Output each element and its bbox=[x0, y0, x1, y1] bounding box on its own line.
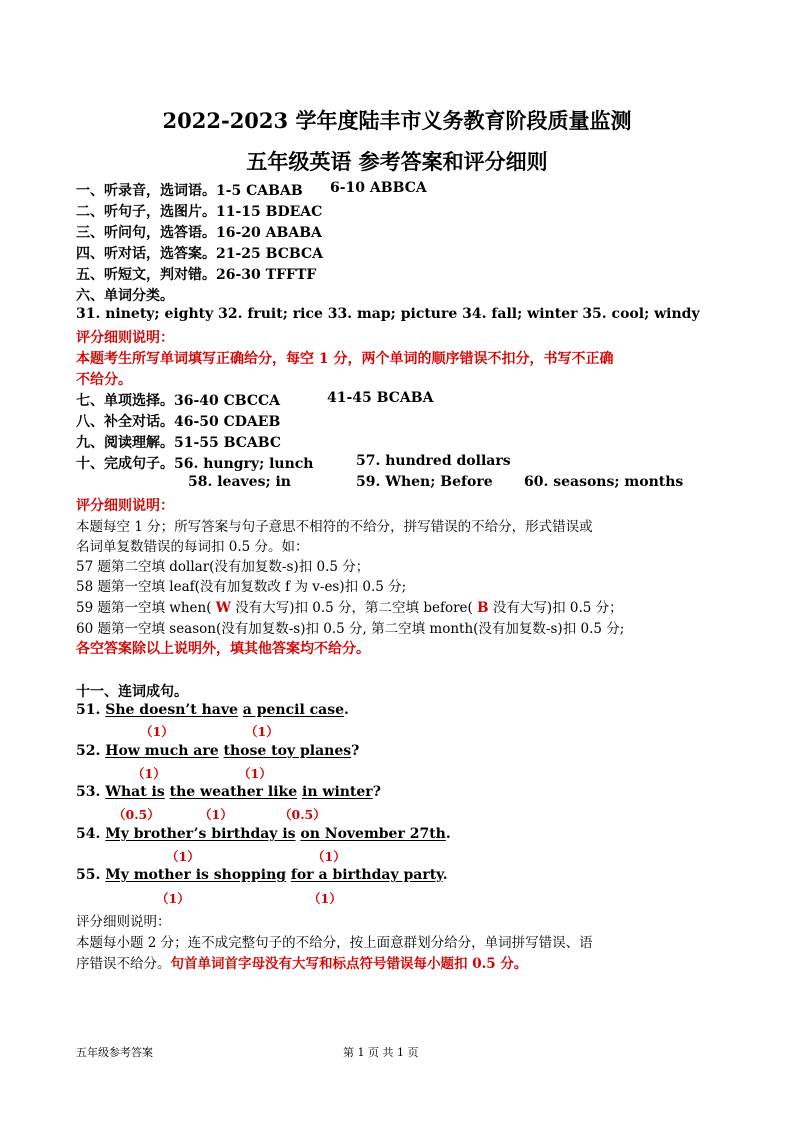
score-mark: （1） bbox=[199, 807, 233, 822]
sentence-chunk: My brother’s birthday is bbox=[105, 826, 296, 842]
sentence-chunk: on November 27th bbox=[300, 826, 446, 842]
sentence-number: 52. bbox=[76, 743, 101, 759]
answer-section-7b: 41-45 BCABA bbox=[327, 390, 434, 406]
note-body-2f: 60 题第一空填 season(没有加复数-s)扣 0.5 分, 第二空填 month(没有加复数-s)扣 0.5 分; bbox=[76, 621, 625, 637]
sentence-55 bbox=[76, 867, 448, 883]
score-mark: （0.5） bbox=[113, 807, 160, 822]
answer-section-5: 五、听短文，判对错。26-30 TFFTF bbox=[76, 267, 317, 283]
sentence-punct: . bbox=[344, 702, 349, 718]
answer-section-6: 六、单词分类。 bbox=[76, 288, 174, 304]
answer-section-10b: 57. hundred dollars bbox=[356, 453, 511, 469]
note-body-3b-plain: 序错误不给分。 bbox=[76, 956, 171, 972]
answer-section-7: 七、单项选择。36-40 CBCCA bbox=[76, 393, 281, 409]
sentence-chunk: She doesn’t have bbox=[105, 702, 238, 718]
answer-section-1: 一、听录音，选词语。1-5 CABAB bbox=[76, 183, 303, 199]
sentence-51 bbox=[76, 702, 349, 718]
sentence-number: 55. bbox=[76, 867, 101, 883]
sentence-chunk: a pencil case bbox=[242, 702, 345, 718]
answer-section-6-answers: 31. ninety; eighty 32. fruit; rice 33. map; picture 34. fall; winter 35. cool; windy bbox=[76, 306, 700, 322]
score-mark: （1） bbox=[245, 724, 279, 739]
page-title: 2022-2023 学年度陆丰市义务教育阶段质量监测 bbox=[162, 108, 632, 133]
score-mark: （1） bbox=[238, 766, 272, 781]
score-mark: （1） bbox=[312, 849, 346, 864]
note-body-2e-part1: 59 题第一空填 when( bbox=[76, 600, 216, 616]
note-body-2c: 57 题第二空填 dollar(没有加复数-s)扣 0.5 分； bbox=[76, 559, 370, 575]
footer-left: 五年级参考答案 bbox=[76, 1046, 153, 1059]
note-body-2e bbox=[76, 596, 623, 616]
answer-section-9: 九、阅读理解。51-55 BCABC bbox=[76, 435, 281, 451]
sentence-chunk: What is bbox=[105, 784, 165, 800]
note-heading-2: 评分细则说明： bbox=[76, 498, 174, 514]
sentence-number: 54. bbox=[76, 826, 101, 842]
note-body-2e-part2: 没有大写)扣 0.5 分，第二空填 before( bbox=[230, 600, 478, 616]
answer-section-3: 三、听问句，选答语。16-20 ABABA bbox=[76, 225, 322, 241]
note-body-2e-part3: 没有大写)扣 0.5 分； bbox=[488, 600, 623, 616]
note-heading-1: 评分细则说明： bbox=[76, 330, 174, 346]
sentence-punct: ? bbox=[372, 784, 381, 800]
note-body-1b: 不给分。 bbox=[76, 372, 132, 388]
note-body-2b: 名词单复数错误的每词扣 0.5 分。如： bbox=[76, 539, 309, 555]
sentence-chunk: for a birthday party bbox=[290, 867, 443, 883]
answer-section-4: 四、听对话，选答案。21-25 BCBCA bbox=[76, 246, 323, 262]
note-heading-3: 评分细则说明： bbox=[76, 914, 171, 930]
sentence-number: 53. bbox=[76, 784, 101, 800]
note-body-3b-red: 句首单词首字母没有大写和标点符号错误每小题扣 0.5 分。 bbox=[170, 956, 528, 972]
score-mark: （1） bbox=[140, 724, 174, 739]
sentence-number: 51. bbox=[76, 702, 101, 718]
sentence-chunk: in winter bbox=[302, 784, 373, 800]
note-body-2g: 各空答案除以上说明外，填其他答案均不给分。 bbox=[76, 641, 370, 657]
answer-section-2: 二、听句子，选图片。11-15 BDEAC bbox=[76, 204, 323, 220]
sentence-chunk: How much are bbox=[105, 743, 219, 759]
note-letter-b: B bbox=[477, 600, 489, 616]
note-letter-w: W bbox=[215, 600, 231, 616]
answer-section-1b: 6-10 ABBCA bbox=[330, 180, 427, 196]
answer-section-11: 十一、连词成句。 bbox=[76, 684, 188, 700]
answer-section-10: 十、完成句子。56. hungry; lunch bbox=[76, 456, 314, 472]
note-body-2a: 本题每空 1 分；所写答案与句子意思不相符的不给分，拼写错误的不给分，形式错误或 bbox=[76, 519, 593, 535]
score-mark: （1） bbox=[308, 891, 342, 906]
score-mark: （1） bbox=[166, 849, 200, 864]
score-mark: （1） bbox=[132, 766, 166, 781]
sentence-punct: . bbox=[445, 826, 451, 842]
page-subtitle: 五年级英语 参考答案和评分细则 bbox=[246, 149, 548, 174]
sentence-punct: . bbox=[442, 867, 448, 883]
sentence-chunk: those toy planes bbox=[223, 743, 352, 759]
note-body-2d: 58 题第一空填 leaf(没有加复数改 f 为 v-es)扣 0.5 分; bbox=[76, 579, 407, 595]
footer-page-number: 第 1 页 共 1 页 bbox=[343, 1046, 419, 1059]
sentence-punct: ? bbox=[351, 743, 360, 759]
answer-section-8: 八、补全对话。46-50 CDAEB bbox=[76, 414, 281, 430]
note-body-1a: 本题考生所写单词填写正确给分，每空 1 分，两个单词的顺序错误不扣分，书写不正确 bbox=[76, 351, 614, 367]
score-mark: （1） bbox=[156, 891, 190, 906]
answer-section-10d: 59. When; Before bbox=[356, 474, 493, 490]
score-mark: （0.5） bbox=[279, 807, 326, 822]
sentence-chunk: the weather like bbox=[169, 784, 298, 800]
note-body-3b bbox=[76, 952, 527, 972]
sentence-chunk: My mother is shopping bbox=[105, 867, 287, 883]
sentence-54 bbox=[76, 826, 451, 842]
sentence-53 bbox=[76, 784, 381, 800]
answer-section-10e: 60. seasons; months bbox=[524, 474, 684, 490]
note-body-3a: 本题每小题 2 分；连不成完整句子的不给分，按上面意群划分给分，单词拼写错误、语 bbox=[76, 935, 593, 951]
answer-section-10c: 58. leaves; in bbox=[188, 474, 291, 490]
sentence-52 bbox=[76, 743, 359, 759]
